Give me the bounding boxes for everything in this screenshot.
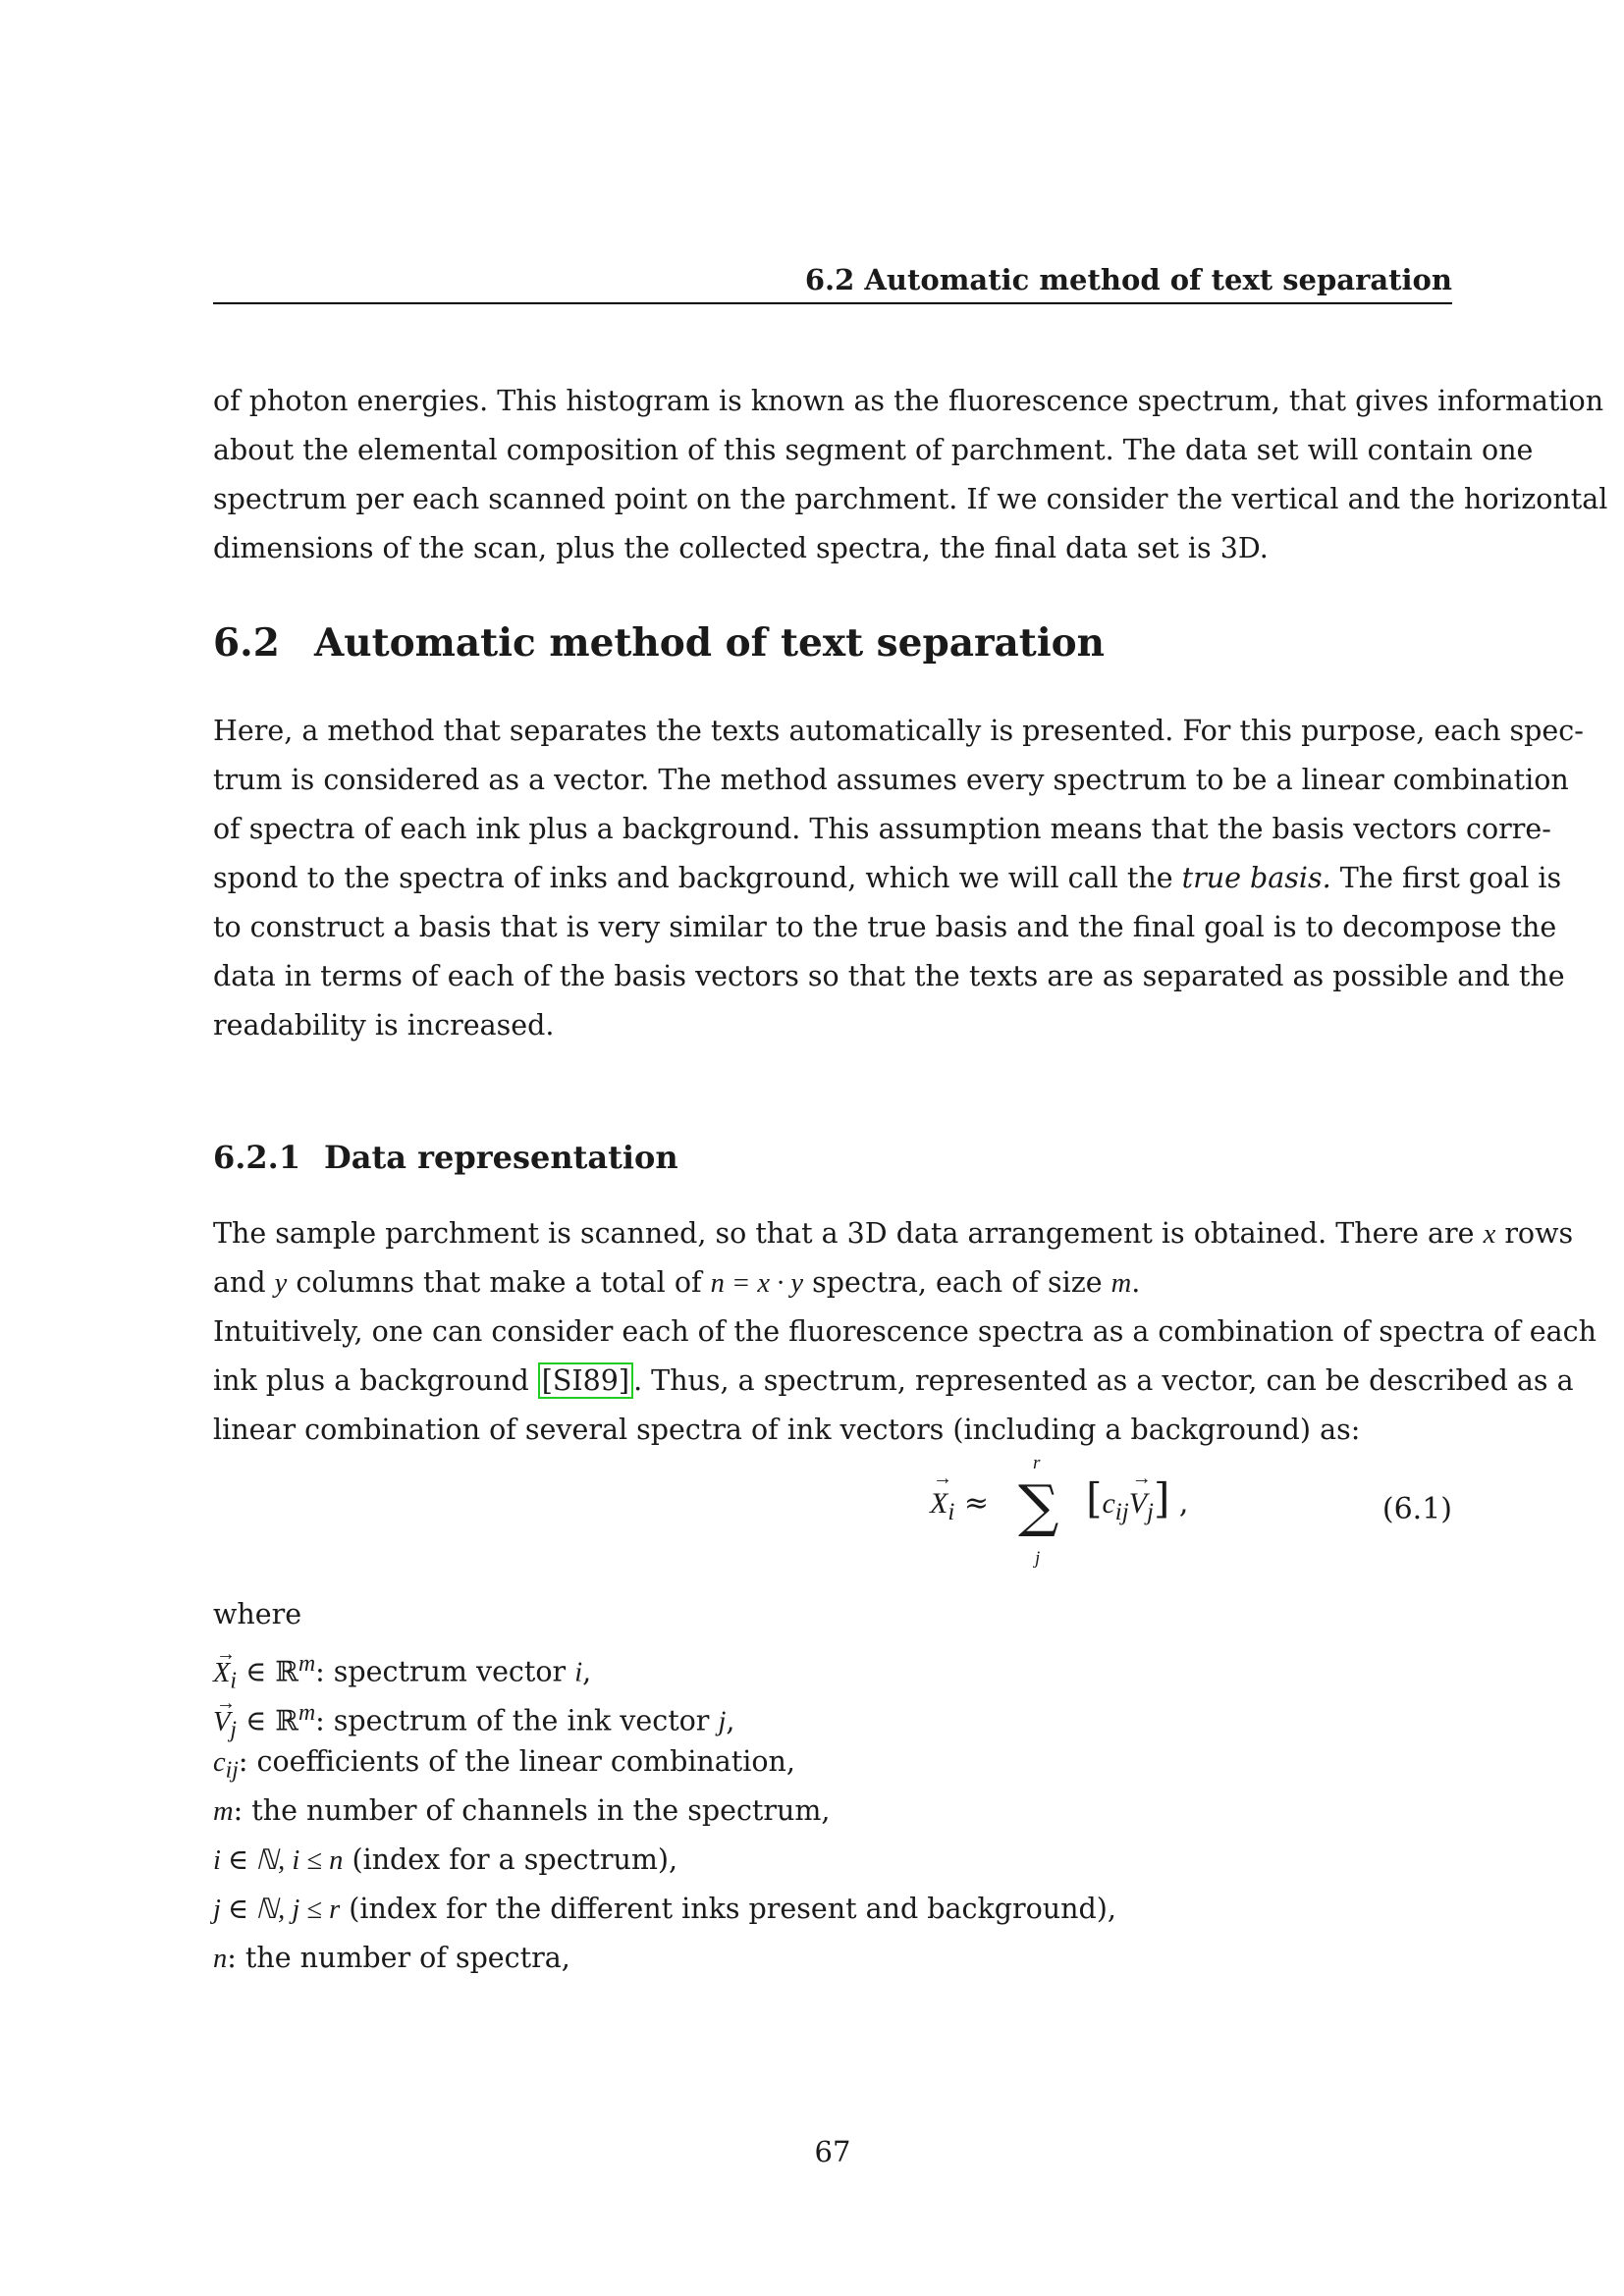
def-symbol: c — [213, 1747, 226, 1778]
def-text: (index for a spectrum), — [343, 1843, 678, 1876]
eq-symbol: X — [930, 1487, 948, 1520]
text-line — [213, 854, 1562, 903]
def-symbol: m — [213, 1796, 234, 1827]
text-span: . Thus, a spectrum, represented as a vector, can be described as a — [633, 1364, 1574, 1397]
text-line: trum is considered as a vector. The method assumes every spectrum to be a linear combination — [213, 764, 1569, 796]
text-span: spond to the spectra of inks and background, which we will call the — [213, 862, 1173, 894]
eq-subscript: ij — [1114, 1499, 1129, 1525]
def-subscript: ij — [225, 1757, 239, 1784]
text-line — [213, 1357, 1574, 1406]
definition-item — [213, 1885, 1452, 1934]
subsection-paragraph — [213, 1209, 1597, 1455]
def-text: : the number of channels in the spectrum, — [233, 1794, 831, 1827]
definition-item — [213, 1934, 1452, 1983]
eq-symbol: c — [1102, 1487, 1115, 1520]
def-subscript: i — [230, 1668, 238, 1694]
eq-subscript: j — [1147, 1499, 1154, 1525]
intro-paragraph — [213, 377, 1608, 573]
text-line: Here, a method that separates the texts automatically is presented. For this purpose, each spec- — [213, 715, 1584, 747]
sum-sign: ∑ — [1018, 1472, 1059, 1539]
section-paragraph — [213, 707, 1584, 1050]
definition-item — [213, 1737, 1452, 1787]
section-heading — [213, 620, 1105, 666]
text-line — [213, 1258, 1452, 1308]
text-span: spectra, each of size — [812, 1266, 1103, 1299]
def-text: : the number of spectra, — [227, 1942, 570, 1974]
section-title: Automatic method of text separation — [314, 620, 1106, 666]
section-number: 6.2 — [213, 620, 280, 666]
text-span: The sample parchment is scanned, so that a 3D data arrangement is obtained. There are — [213, 1217, 1475, 1250]
text-span: rows — [1504, 1217, 1574, 1250]
sum-upper: r — [1033, 1453, 1041, 1473]
def-set: ∈ ℝ — [237, 1655, 298, 1688]
vector-v — [1129, 1487, 1154, 1526]
text-span: ink plus a background — [213, 1364, 529, 1397]
approx-sign: ≈ — [963, 1486, 989, 1521]
math-var: m — [1110, 1268, 1132, 1299]
def-symbol: X — [213, 1657, 231, 1688]
subsection-title: Data representation — [324, 1139, 678, 1176]
math-expr: n = x · y — [710, 1268, 804, 1299]
def-text: : spectrum of the ink vector — [315, 1704, 719, 1737]
header-rule — [213, 302, 1452, 304]
text-line: to construct a basis that is very similar to the true basis and the final goal is to decompose the — [213, 911, 1557, 943]
def-superscript: m — [298, 1651, 316, 1677]
def-math: j ∈ ℕ, j ≤ r — [213, 1895, 341, 1925]
definition-item — [213, 1836, 1452, 1885]
math-var: x — [1483, 1219, 1496, 1250]
text-line: about the elemental composition of this segment of parchment. The data set will contain one — [213, 434, 1534, 466]
def-text: : spectrum vector — [315, 1655, 575, 1688]
text-line: of photon energies. This histogram is known as the fluorescence spectrum, that gives information — [213, 385, 1604, 417]
equation-number: (6.1) — [1381, 1492, 1452, 1526]
text-line — [213, 1209, 1574, 1258]
text-line: Intuitively, one can consider each of the fluorescence spectra as a combination of spectra of each — [213, 1315, 1597, 1348]
def-symbol: V — [213, 1706, 231, 1737]
def-var: j — [718, 1706, 727, 1737]
text-span: The first goal is — [1339, 862, 1562, 894]
def-symbol: n — [213, 1944, 228, 1974]
citation-link[interactable]: [SI89] — [538, 1362, 633, 1399]
def-math: i ∈ ℕ, i ≤ n — [213, 1845, 344, 1876]
text-span: . — [1131, 1266, 1141, 1299]
eq-subscript: i — [947, 1499, 955, 1525]
left-bracket: [ — [1086, 1474, 1103, 1522]
def-end: , — [582, 1655, 592, 1688]
def-text: : coefficients of the linear combination, — [238, 1745, 795, 1778]
def-set: ∈ ℝ — [237, 1704, 298, 1737]
def-subscript: j — [230, 1717, 238, 1743]
page-number: 67 — [814, 2135, 851, 2168]
def-var: i — [574, 1657, 583, 1688]
subsection-number: 6.2.1 — [213, 1139, 301, 1176]
definitions-list — [213, 1590, 1452, 1983]
right-bracket: ] — [1153, 1474, 1170, 1522]
eq-comma: , — [1178, 1486, 1189, 1521]
text-span: and — [213, 1266, 266, 1299]
sum-lower: j — [1035, 1548, 1041, 1569]
text-line: dimensions of the scan, plus the collected spectra, the final data set is 3D. — [213, 532, 1269, 564]
definition-item — [213, 1639, 1452, 1694]
subsection-heading — [213, 1139, 678, 1176]
where-label: where — [213, 1598, 302, 1630]
def-end: , — [726, 1704, 735, 1737]
eq-symbol: V — [1128, 1487, 1148, 1520]
definition-item — [213, 1787, 1452, 1836]
text-line: spectrum per each scanned point on the parchment. If we consider the vertical and the horizontal — [213, 483, 1608, 515]
text-line: data in terms of each of the basis vectors so that the texts are as separated as possible and the — [213, 960, 1565, 992]
math-var: y — [274, 1268, 288, 1299]
emphasis: true basis. — [1181, 862, 1331, 894]
text-line: linear combination of several spectra of ink vectors (including a background) as: — [213, 1414, 1361, 1446]
vector-v — [213, 1698, 237, 1755]
definition-item — [213, 1688, 1452, 1743]
equation-6-1 — [213, 1453, 1452, 1580]
def-superscript: m — [298, 1700, 316, 1726]
text-span: columns that make a total of — [296, 1266, 702, 1299]
equation-body — [930, 1453, 1189, 1569]
def-text: (index for the different inks present and background), — [340, 1893, 1116, 1925]
text-line: of spectra of each ink plus a background. This assumption means that the basis vectors corre- — [213, 813, 1551, 845]
vector-x — [930, 1487, 954, 1526]
running-head: 6.2 Automatic method of text separation — [804, 263, 1452, 296]
text-line: readability is increased. — [213, 1009, 555, 1041]
